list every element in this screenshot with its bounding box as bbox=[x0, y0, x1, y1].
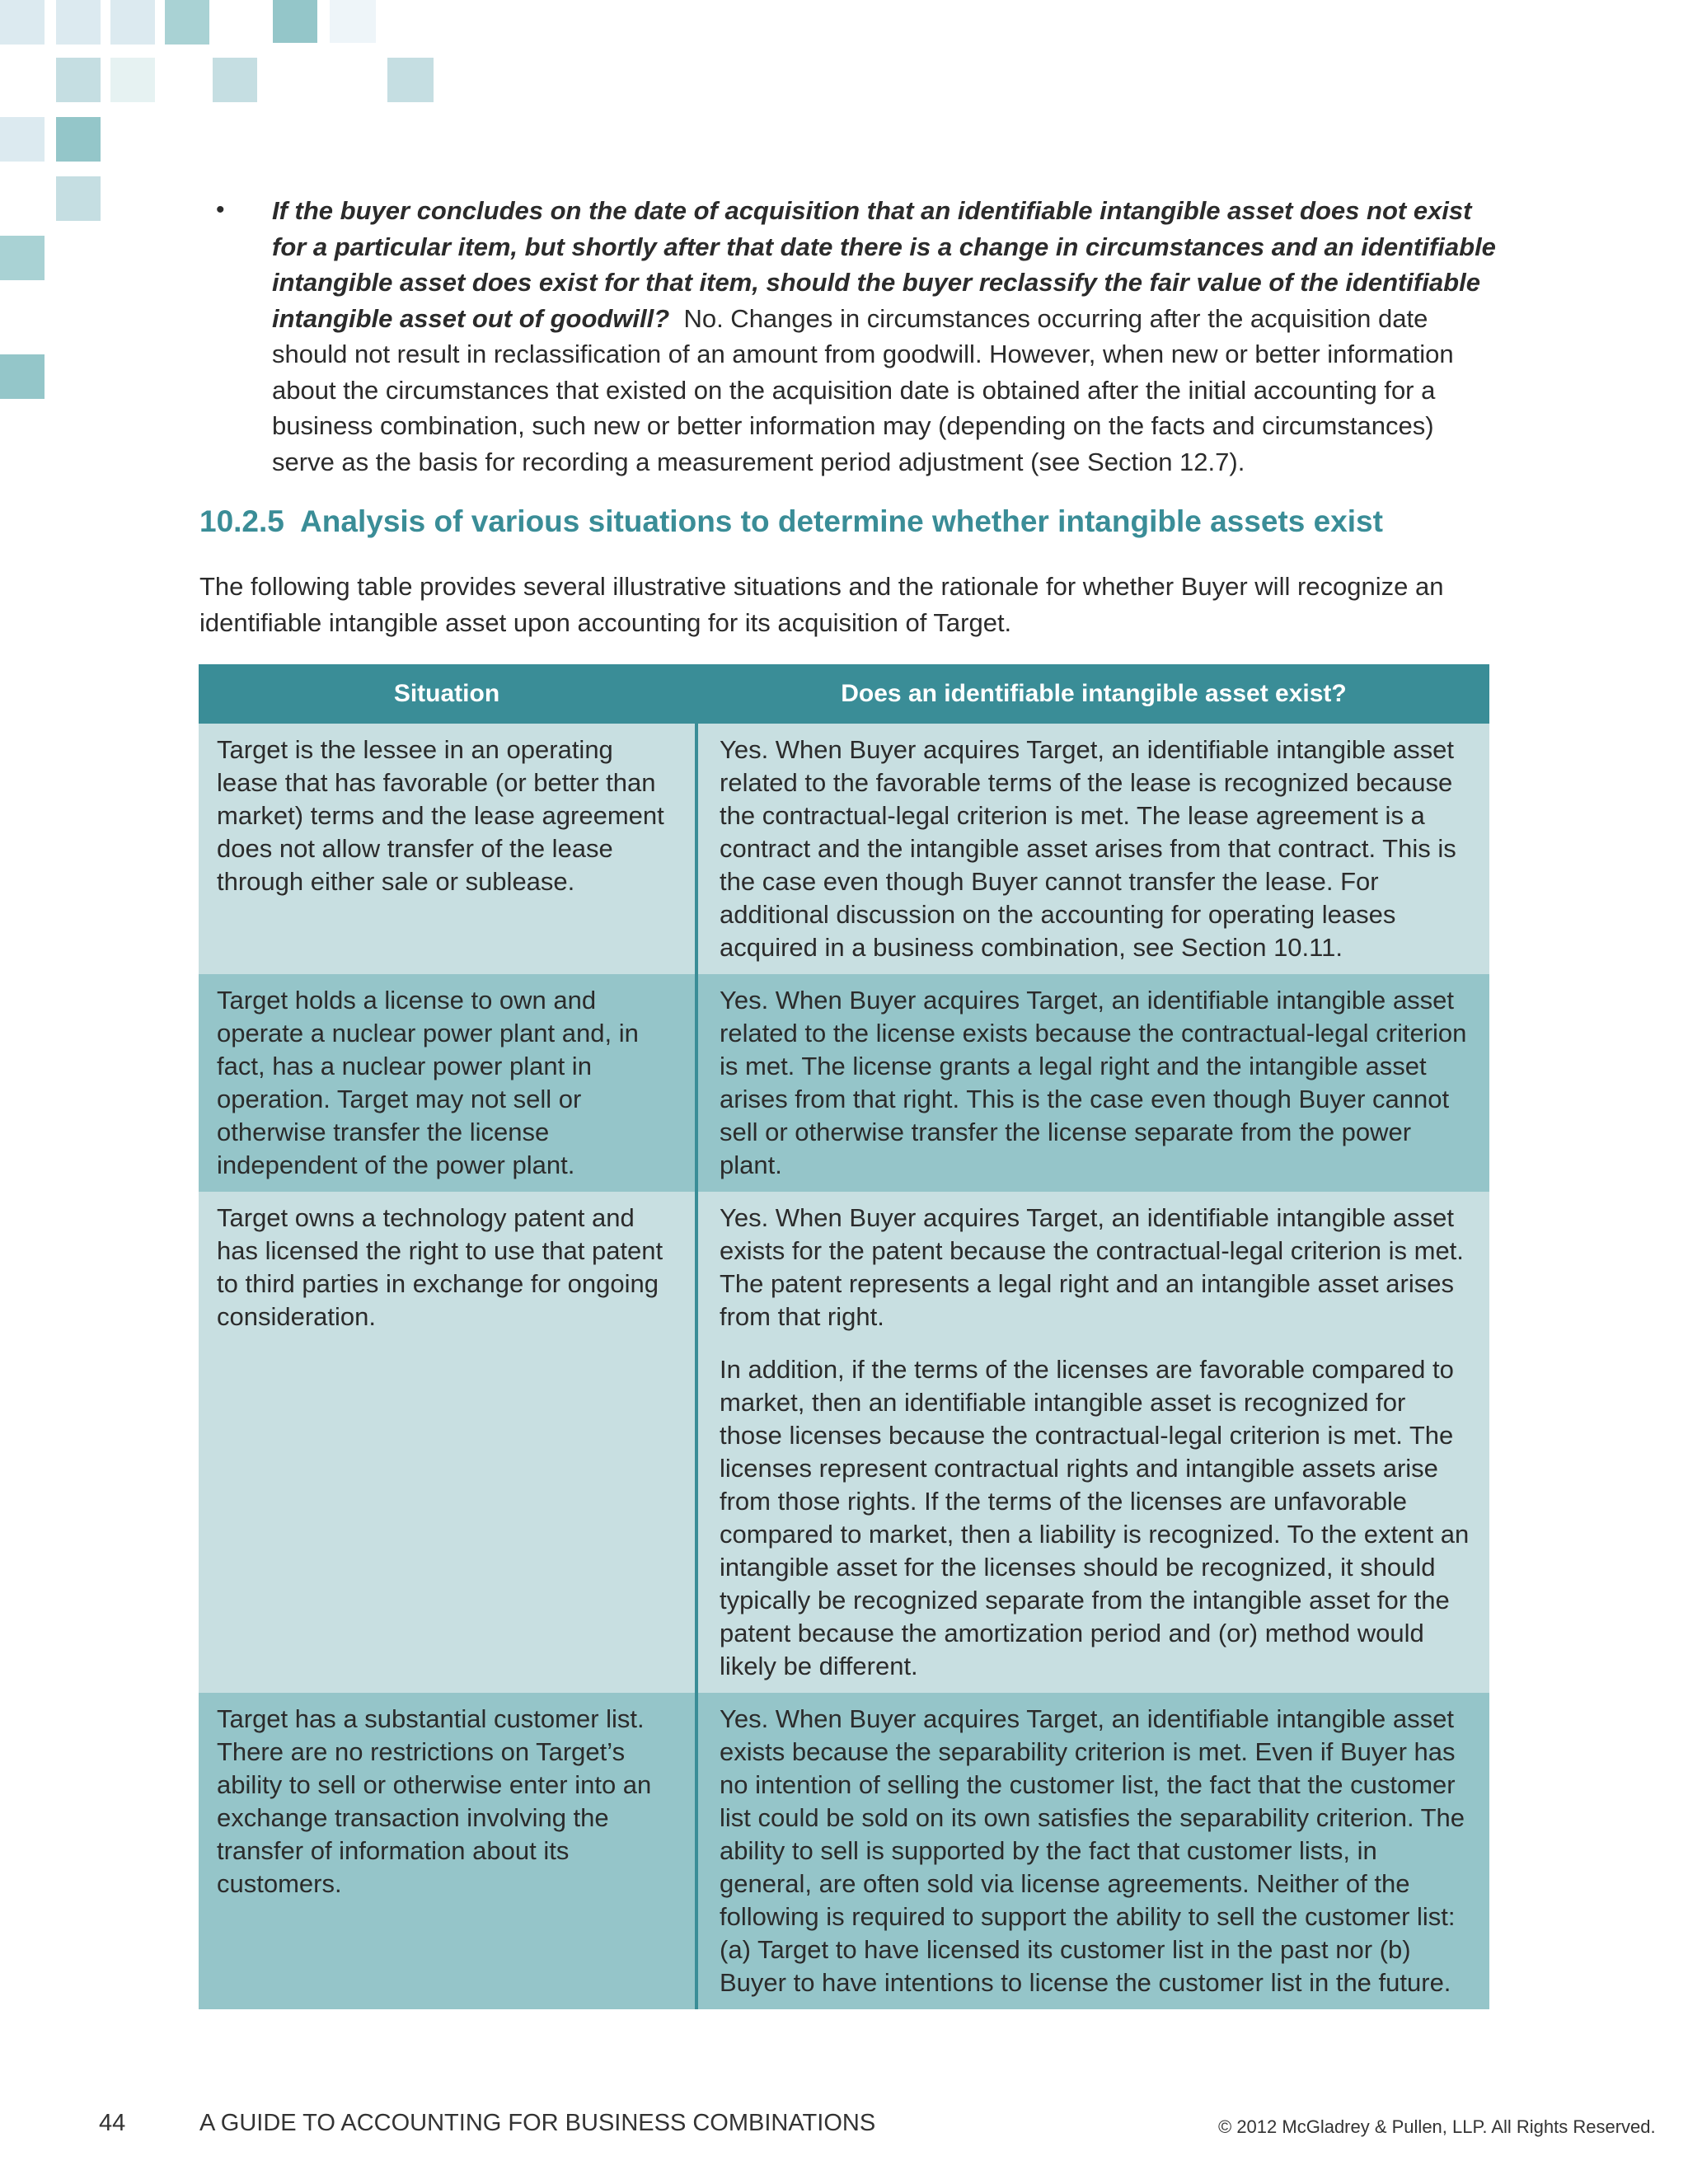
answer-cell bbox=[696, 1693, 1489, 2009]
section-heading bbox=[199, 504, 1383, 539]
answer-cell bbox=[696, 974, 1489, 1192]
header-situation: Situation bbox=[199, 664, 696, 724]
page-number: 44 bbox=[99, 2110, 126, 2136]
decor-square bbox=[213, 58, 257, 102]
decor-square bbox=[56, 117, 101, 162]
decor-square bbox=[0, 354, 45, 399]
header-asset-exists: Does an identifiable intangible asset exist? bbox=[696, 664, 1489, 724]
table-header-row bbox=[199, 664, 1489, 724]
decor-square bbox=[110, 58, 155, 102]
answer-paragraph: Yes. When Buyer acquires Target, an identifiable intangible asset exists because the separability criterion is met. Even if Buyer has no intention of selling the customer list, the fact that the customer list could be sold on its own satisfies the separability criterion. The ability to sell is supported by the fact that customer lists, in general, are often sold via license agreements. Neither of the following is required to support the ability to sell the customer list: (a) Target to have licensed its customer list in the past nor (b) Buyer to have intentions to license the customer list in the future. bbox=[720, 1704, 1465, 1997]
table-row bbox=[199, 1693, 1489, 2009]
footer-guide-title: A GUIDE TO ACCOUNTING FOR BUSINESS COMBINATIONS bbox=[199, 2110, 876, 2136]
table-row bbox=[199, 724, 1489, 974]
decor-square bbox=[56, 58, 101, 102]
situation-cell: Target owns a technology patent and has licensed the right to use that patent to third parties in exchange for ongoing consideration. bbox=[199, 1192, 696, 1693]
decor-square bbox=[0, 117, 45, 162]
bullet-question: If the buyer concludes on the date of acquisition that an identifiable intangible asset does not exist for a particular item, but shortly after that date there is a change in circumstances and an identifiable intangible asset does exist for that item, should the buyer reclassify the fair value of the identifiable intangible asset out of goodwill? bbox=[272, 196, 1496, 333]
decor-square bbox=[330, 0, 376, 43]
decor-square bbox=[387, 58, 434, 102]
section-title: Analysis of various situations to determine whether intangible assets exist bbox=[300, 504, 1383, 538]
situation-cell: Target has a substantial customer list. There are no restrictions on Target’s ability to sell or otherwise enter into an exchange transaction involving the transfer of information about its customers. bbox=[199, 1693, 696, 2009]
faq-bullet bbox=[216, 193, 1500, 480]
decor-square bbox=[0, 0, 45, 45]
situations-table bbox=[199, 664, 1489, 2009]
decor-square bbox=[56, 176, 101, 221]
answer-cell bbox=[696, 724, 1489, 974]
situation-cell: Target holds a license to own and operate a nuclear power plant and, in fact, has a nuclear power plant in operation. Target may not sell or otherwise transfer the license independent of the power plant. bbox=[199, 974, 696, 1192]
bullet-answer: No. Changes in circumstances occurring after the acquisition date should not result in reclassification of an amount from goodwill. However, when new or better information about the circumstances that existed on the acquisition date is obtained after the initial accounting for a business combination, such new or better information may (depending on the facts and circumstances) serve as the basis for recording a measurement period adjustment (see Section 12.7). bbox=[272, 303, 1454, 476]
answer-paragraph: In addition, if the terms of the licenses are favorable compared to market, then an identifiable intangible asset is recognized for those licenses because the contractual-legal criterion is met. The licenses represent contractual rights and intangible assets arise from those rights. If the terms of the licenses are unfavorable compared to market, then a liability is recognized. To the extent an intangible asset for the licenses should be recognized, it should typically be recognized separate from the intangible asset for the patent because the amortization period and (or) method would likely be different. bbox=[720, 1355, 1470, 1680]
answer-paragraph: Yes. When Buyer acquires Target, an identifiable intangible asset related to the favorable terms of the lease is recognized because the contractual-legal criterion is met. The lease agreement is a contract and the intangible asset arises from that contract. This is the case even though Buyer cannot transfer the lease. For additional discussion on the accounting for operating leases acquired in a business combination, see Section 10.11. bbox=[720, 735, 1456, 962]
bullet-paragraph bbox=[272, 193, 1500, 480]
section-intro: The following table provides several illustrative situations and the rationale for whether Buyer will recognize an identifiable intangible asset upon accounting for its acquisition of Target. bbox=[199, 572, 1444, 637]
answer-paragraph: Yes. When Buyer acquires Target, an identifiable intangible asset related to the license exists because the contractual-legal criterion is met. The license grants a legal right and the intangible asset arises from that right. This is the case even though Buyer cannot sell or otherwise transfer the license separate from the power plant. bbox=[720, 986, 1467, 1179]
table-row bbox=[199, 1192, 1489, 1693]
decor-square bbox=[273, 0, 317, 43]
decor-square bbox=[165, 0, 209, 45]
footer-copyright: © 2012 McGladrey & Pullen, LLP. All Rights Reserved. bbox=[1218, 2116, 1656, 2137]
answer-cell bbox=[696, 1192, 1489, 1693]
table-row bbox=[199, 974, 1489, 1192]
answer-paragraph: Yes. When Buyer acquires Target, an identifiable intangible asset exists for the patent because the contractual-legal criterion is met. The patent represents a legal right and an intangible asset arises from that right. bbox=[720, 1203, 1464, 1331]
situation-cell: Target is the lessee in an operating lease that has favorable (or better than market) terms and the lease agreement does not allow transfer of the lease through either sale or sublease. bbox=[199, 724, 696, 974]
section-number: 10.2.5 bbox=[199, 504, 284, 538]
decor-square bbox=[110, 0, 155, 45]
decor-square bbox=[0, 236, 45, 280]
decor-square bbox=[56, 0, 101, 45]
bullet-marker: • bbox=[216, 196, 225, 223]
